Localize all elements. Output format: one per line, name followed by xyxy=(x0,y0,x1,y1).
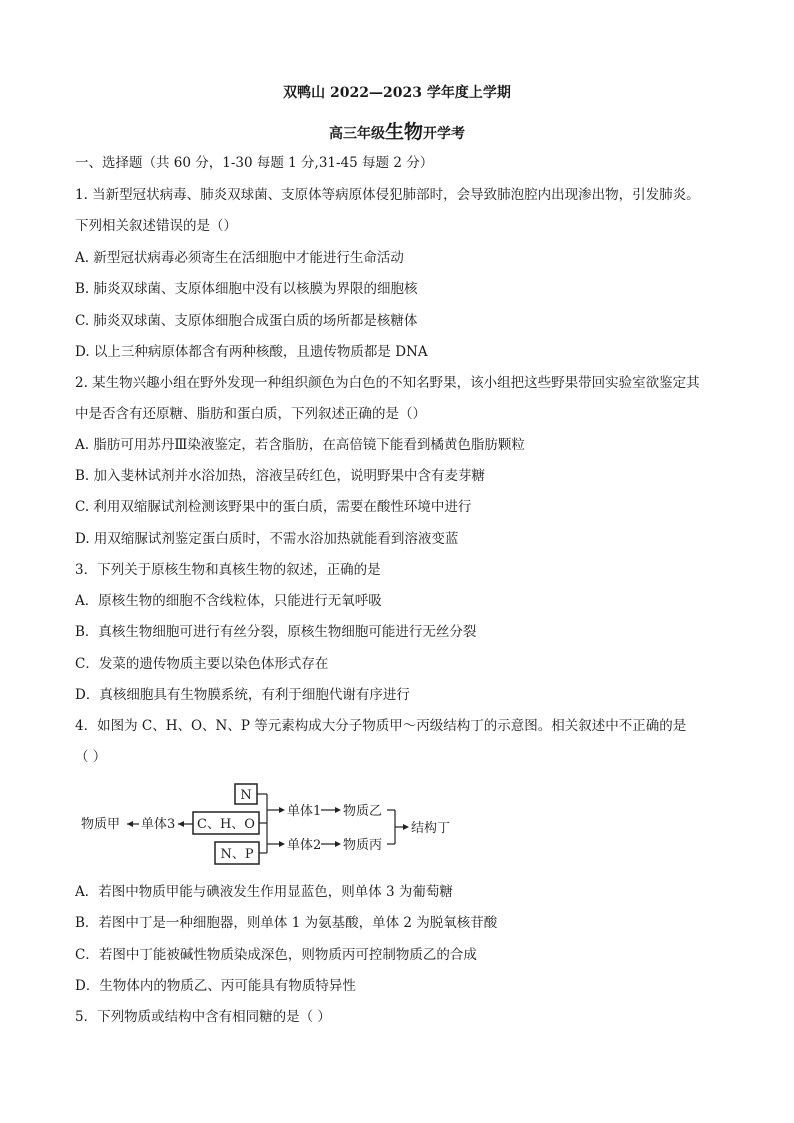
q4-option-a: A．若图中物质甲能与碘液发生作用显蓝色，则单体 3 为葡萄糖 xyxy=(75,884,453,900)
q2-option-d: D. 用双缩脲试剂鉴定蛋白质时，不需水浴加热就能看到溶液变蓝 xyxy=(75,531,459,547)
q2-option-b: B. 加入斐林试剂并水浴加热，溶液呈砖红色，说明野果中含有麦芽糖 xyxy=(75,468,486,484)
q1-stem-line2: 下列相关叙述错误的是（） xyxy=(75,218,237,234)
q4-option-b: B．若图中丁是一种细胞器，则单体 1 为氨基酸，单体 2 为脱氧核苷酸 xyxy=(75,915,498,931)
q1-option-a: A. 新型冠状病毒必须寄生在活细胞中才能进行生命活动 xyxy=(75,250,404,266)
label-structure-ding: 结构丁 xyxy=(411,821,451,836)
label-monomer3: 单体3 xyxy=(141,817,176,832)
q4-option-d: D．生物体内的物质乙、丙可能具有物质特异性 xyxy=(75,978,356,994)
q3-stem: 3．下列关于原核生物和真核生物的叙述，正确的是 xyxy=(75,562,381,578)
q1-option-d: D. 以上三种病原体都含有两种核酸，且遗传物质都是 DNA xyxy=(75,344,428,360)
exam-title-line2 xyxy=(0,117,794,144)
q1-option-b: B. 肺炎双球菌、支原体细胞中没有以核膜为界限的细胞核 xyxy=(75,281,418,297)
arrowhead-jia xyxy=(127,821,133,827)
arrowhead-yi xyxy=(335,807,341,813)
q3-option-c: C．发菜的遗传物质主要以染色体形式存在 xyxy=(75,656,329,672)
label-np: N、P xyxy=(220,847,254,862)
q3-option-a: A．原核生物的细胞不含线粒体，只能进行无氧呼吸 xyxy=(75,593,382,609)
title-prefix: 高三年级 xyxy=(328,126,385,142)
q2-stem-line2: 中是否含有还原糖、脂肪和蛋白质，下列叙述正确的是（） xyxy=(75,406,426,422)
arrowhead-monomer2 xyxy=(279,841,285,847)
title-subject: 生物 xyxy=(384,121,423,143)
q2-option-c: C. 利用双缩脲试剂检测该野果中的蛋白质，需要在酸性环境中进行 xyxy=(75,499,472,515)
label-monomer2: 单体2 xyxy=(287,838,322,853)
label-n: N xyxy=(240,788,252,803)
q3-option-b: B．真核生物细胞可进行有丝分裂，原核生物细胞可能进行无丝分裂 xyxy=(75,624,477,640)
q1-stem-line1: 1. 当新型冠状病毒、肺炎双球菌、支原体等病原体侵犯肺部时，会导致肺泡腔内出现渗出物，引发肺炎。 xyxy=(75,187,700,203)
q5-stem: 5．下列物质或结构中含有相同糖的是（ ） xyxy=(75,1009,331,1025)
label-substance-jia: 物质甲 xyxy=(81,817,121,832)
q3-option-d: D．真核细胞具有生物膜系统，有利于细胞代谢有序进行 xyxy=(75,687,410,703)
label-substance-yi: 物质乙 xyxy=(343,804,383,819)
arrowhead-monomer3 xyxy=(178,821,184,827)
arrowhead-bing xyxy=(335,841,341,847)
q2-option-a: A. 脂肪可用苏丹Ⅲ染液鉴定，若含脂肪，在高倍镜下能看到橘黄色脂肪颗粒 xyxy=(75,437,525,453)
q2-stem-line1: 2. 某生物兴趣小组在野外发现一种组织颜色为白色的不知名野果，该小组把这些野果带回实验室欲鉴定其 xyxy=(75,375,700,391)
q4-stem-line1: 4．如图为 C、H、O、N、P 等元素构成大分子物质甲～丙级结构丁的示意图。相关叙述中不正确的是 xyxy=(75,718,687,734)
section-heading: 一、选择题（共 60 分，1-30 每题 1 分,31-45 每题 2 分） xyxy=(75,155,434,171)
q1-option-c: C. 肺炎双球菌、支原体细胞合成蛋白质的场所都是核糖体 xyxy=(75,313,418,329)
exam-title-line1: 双鸭山 2022—2023 学年度上学期 xyxy=(283,85,511,101)
label-monomer1: 单体1 xyxy=(287,804,322,819)
label-substance-bing: 物质丙 xyxy=(343,838,383,853)
arrowhead-ding xyxy=(403,824,409,830)
q4-stem-line2: （ ） xyxy=(75,749,107,765)
title-suffix: 开学考 xyxy=(423,126,465,142)
q4-option-c: C．若图中丁能被碱性物质染成深色，则物质丙可控制物质乙的合成 xyxy=(75,947,477,963)
arrowhead-monomer1 xyxy=(279,807,285,813)
label-cho: C、H、O xyxy=(197,817,255,832)
macromolecule-diagram xyxy=(75,778,455,868)
